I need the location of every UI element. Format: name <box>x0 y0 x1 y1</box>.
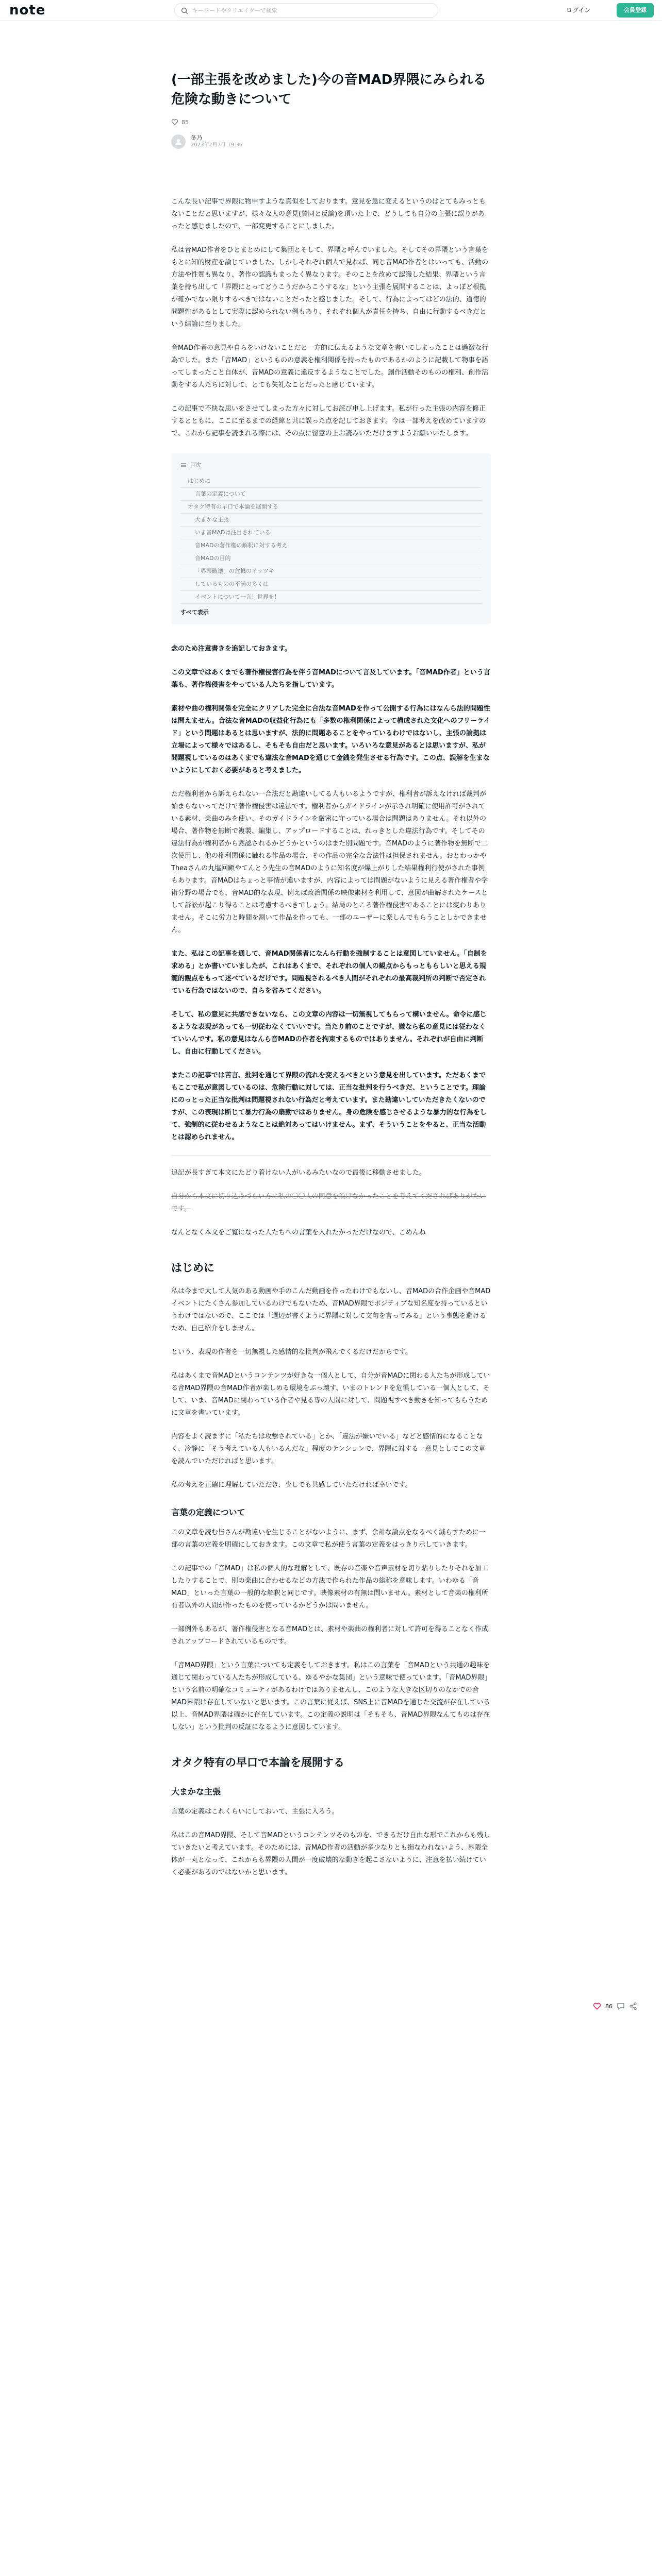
toc-item[interactable]: いま音MADは注目されている <box>180 527 482 539</box>
search-icon <box>181 7 188 14</box>
toc-label: 目次 <box>190 462 201 468</box>
article <box>171 70 491 1890</box>
table-of-contents <box>171 453 491 624</box>
toc-item[interactable]: 音MADの目的 <box>180 552 482 565</box>
body-paragraph: という、表現の作者を一切無視した感情的な批判が飛んでくるだけだからです。 <box>171 1348 412 1356</box>
search-input[interactable] <box>192 5 429 15</box>
body-paragraph: 「音MAD界隈」という言葉についても定義をしておきます。私はこの言葉を「音MADという共通の趣味を通じて関わっている人たちが形成している、ゆるやかな集団」という意味で使っています。「音MAD界隈」という名前の明確なコミュニティがあるわけではありませんし、このような大きな区切りのなかでの音MAD界隈は存在していないと思います。この言葉に従えば、SNS上に音MADを通じた交流が存在している以上、音MAD界隈は確かに存在しています。この定義の説明は「そもそも、音MAD界隈なんてものは存在しない」という批判の反証になるように意図しています。 <box>171 1662 490 1731</box>
body-paragraph: 私の考えを正確に理解していただき、少しでも共感していただければ幸いです。 <box>171 1481 412 1489</box>
heart-icon[interactable] <box>171 118 178 126</box>
body-paragraph: なんとなく本文をご覧になった人たちへの言葉を入れたかっただけなので、ごめんね <box>171 1229 426 1236</box>
search-box[interactable] <box>174 3 438 18</box>
toc-item[interactable]: オタク特有の早口で本論を展開する <box>180 501 482 514</box>
share-icon[interactable] <box>629 2002 637 2010</box>
heart-icon[interactable] <box>593 2002 601 2010</box>
login-link[interactable]: ログイン <box>566 7 591 14</box>
note-logo[interactable]: note <box>9 3 46 18</box>
section-heading-intro: はじめに <box>171 1262 214 1274</box>
body-paragraph: 言葉の定義はこれくらいにしておいて、主張に入ろう。 <box>171 1808 339 1816</box>
toc-item[interactable]: 言葉の定義について <box>180 488 482 501</box>
article-body <box>171 643 491 1879</box>
body-paragraph: ただ権利者から訴えられない一合法だと勘違いしてる人もいるようですが、権利者が訴えなければ裁判が始まらないってだけで著作権侵害は違法です。権利者からガイドラインが示され明確に使用許可がされている素材、楽曲のみを使い、そのガイドラインを厳密に守っている場合は問題はありません。それ以外の場合、著作物を無断で複製、編集し、アップロードすることは、れっきとした違法行為です。そしてその違法行為が権利者から黙認されるかどうかというのはまた別問題です。音MADのように著作物を無断で二次使用し、他の権利関係に触れる作品の場合、その作品の完全な合法性は担保されません。おとわっかやTheaさんの丸塩回顧やてんとう先生の音MADのように知名度が爆上がりした結果権利行使がされた事例もあります。音MADはちょっと事情が違いますが、内容によっては問題がないように見える著作権者や学術分野の場合でも、音MAD的な表現、例えば政治関係の映像素材を利用して、意図が曲解されたケースとして訴訟が起こり得ることは考慮するべきでしょう。結局のところ著作権侵害であることには変わりありません。そこに労力と時間を割いて作品を作っても、一部のユーザーに楽しんでもらうことしかできません。 <box>171 790 488 934</box>
intro-paragraph: 私は音MAD作者をひとまとめにして集団とそして、界隈と呼んでいました。そしてその界隈という言葉をもとに知的財産を論じていました。しかしそれぞれ個人で見れば、同じ音MAD作者とはいっても、活動の方法や性質も異なり、著作の認識もまったく異なります。そのことを改めて認識した結果、界隈という言葉を持ち出して「界隈にとってどうこうだからこうするな」という主張を展開することは、よっぽど根拠が確かでない限りするべきではないことだったと感じました。そして、行為によってはどの法的、道徳的問題性があるとして実際に認められない例もあり、それぞれ個人が責任を持ち、自由に行動するべきだという結論に至りました。 <box>171 246 489 328</box>
intro-paragraph: この記事で不快な思いをさせてしまった方々に対してお詫び申し上げます。私が行った主張の内容を修正するとともに、ここに至るまでの経緯と共に誤った点を記しておきます。今は一部考えを改めていますので、これから記事を読まれる際には、その点に留意の上お読みいただけますようお願いいたします。 <box>171 405 486 437</box>
comment-icon[interactable] <box>617 2002 625 2010</box>
user-icon <box>174 138 183 146</box>
body-paragraph: 私は今まで大して人気のある動画や手のこんだ動画を作ったわけでもないし、音MADの合作企画や音MADイベントにたくさん参加しているわけでもないため、音MAD界隈でポジティブな知名度を持っているというわけではないので、ここでは「週辺が書くように界隈に対して文句を言ってみる」という事態を避けるため、自己紹介をしません。 <box>171 1287 491 1332</box>
author-row <box>171 133 491 150</box>
toc-show-all-button[interactable]: すべて表示 <box>180 609 209 616</box>
likes-row <box>171 116 491 128</box>
body-paragraph: 私はあくまで音MADというコンテンツが好きな一個人として、自分が音MADに関わる人たちが形成している音MAD界隈の音MAD作者が楽しめる環境をぶっ壊す、いまのトレンドを危惧している一個人として、そして、いま、音MADに関わっている作者や見る専の人間に対して、問題視すべき動きを知ってもらうために文章を書いています。 <box>171 1372 490 1417</box>
body-paragraph: 内容をよく読まずに「私たちは攻撃されている」とか、「違法が嫌いでいる」などと感情的になることなく、冷静に「そう考えている人もいるんだな」程度のテンションで、界隈に対する一意見としてこの文章を読んでいただければと思います。 <box>171 1433 486 1465</box>
intro-paragraph: 音MAD作者の意見や自らをいけないことだと一方的に伝えるような文章を書いてしまったことは過激な行為でした。また「音MAD」というものの意義を権利関係を持ったものであるかのように記載して物事を語ってしまったこと自体が、音MADの意義に違反するようなことでした。創作活動そのものの権利、創作活動をする人たちに対して、とても失礼なことだったと感じています。 <box>171 344 489 389</box>
bold-paragraph: そして、私の意見に共感できないなら、この文章の内容は一切無視してもらって構いません。命令に感じるような表現があっても一切従わなくていいです。当たり前のことですが、嫌なら私の意見には従わなくていいんです。私の意見はなんら音MADの作者を拘束するものではありません。それぞれが自由に判断し、自由に行動してください。 <box>171 1011 487 1056</box>
subheading-claims: 大まかな主張 <box>171 1787 221 1797</box>
toc-header <box>180 461 482 470</box>
author-name[interactable]: 冬乃 <box>191 134 202 141</box>
intro-section <box>171 196 491 440</box>
article-title: (一部主張を改めました)今の音MAD界隈にみられる危険な動きについて <box>171 72 487 107</box>
body-paragraph: 追記が長すぎて本文にたどり着けない人がいるみたいなので最後に移動させました。 <box>171 1169 426 1177</box>
bold-paragraph: この文章ではあくまでも著作権侵害行為を伴う音MADについて言及しています。「音MAD作者」という言葉も、著作権侵害をやっている人たちを指しています。 <box>171 669 490 689</box>
bold-paragraph: またこの記事では苦言、批判を通じて界隈の流れを変えるべきという意見を出しています。ただあくまでもここで私が意図しているのは、危険行動に対しては、正当な批判を行うべきだ、ということです。理論にのっとった正当な批判は問題視されない行為だと考えています。また勘違いしていただきたくないのですが、この表現は断じて暴力行為の扇動ではありません。身の危険を感じさせるような暴力的な行為をして、強制的に従わせるようなことは絶対あってはいけません。まず、そういうことをやると、正当な活動とは認められません。 <box>171 1072 487 1141</box>
bold-paragraph: 素材や曲の権利関係を完全にクリアした完全に合法な音MADを作って公開する行為にはなんら法的問題性は問えません。合法な音MADの収益化行為にも「多数の権利関係によって構成された文化へのフリーライド」という問題はあるとは思いますが、法的に問題あることをやっているわけではないし、主張の論拠は立場によって様々ではあるし、そもそも自由だと思います。いろいろな意見があるとは思いますが、私が問題視しているのはあくまでも違法な音MADを通じて金銭を発生させる行為です。この点、誤解を生まないようにしておく必要があると考えました。 <box>171 705 490 774</box>
floating-like-count: 86 <box>605 2003 613 2010</box>
body-paragraph: この記事での「音MAD」は私の個人的な理解として、既存の音楽や音声素材を切り貼りしたりそれを加工したりすることで、別の楽曲に合わせるなどの方法で作られた作品の総称を意味します。いわゆる「音MAD」といった言葉の一般的な解釈と同じです。映像素材の有無は問いません。素材として音楽の権利所有者以外の人間が作ったものを使っているかどうかは問いません。 <box>171 1565 488 1609</box>
toc-item[interactable]: 音MADの著作権の解釈に対する考え <box>180 539 482 552</box>
avatar[interactable] <box>171 134 186 149</box>
toc-item[interactable]: イベントについて一言！世界を！ <box>180 591 482 604</box>
site-header <box>0 0 662 21</box>
subheading-definitions: 言葉の定義について <box>171 1507 245 1517</box>
signup-button[interactable]: 会員登録 <box>617 3 654 18</box>
list-icon <box>180 462 187 468</box>
section-heading-main: オタク特有の早口で本論を展開する <box>171 1756 344 1769</box>
post-date: 2023年2月7日 19:36 <box>191 142 243 148</box>
body-paragraph: 私はこの音MAD界隈、そして音MADというコンテンツそのものを、できるだけ自由な形でこれからも残していきたいと考えています。そのためには、音MAD作者の活動が多少なりとも損なわれないよう、界隈全体が一丸となって、これからも界隈の人間が一度破壊的な動きを起こさないように、注意を払い続けていく必要があるのではないかと思います。 <box>171 1832 490 1876</box>
like-count: 85 <box>181 118 189 126</box>
intro-paragraph: こんな長い記事で界隈に物申すような真似をしております。意見を急に変えるというのはとてもみっともないことだと思いますが、様々な人の意見(賛同と反論)を頂いた上で、どうしても自分の主張に誤りがあったと感じましたので、一部変更することにしました。 <box>171 198 486 230</box>
bold-paragraph: また、私はこの記事を通して、音MAD関係者になんら行動を強制することは意図していません。「自制を求める」とか書いていましたが、これはあくまで、それぞれの個人の観点からもっともらしいと思える規範的観点をもって述べているだけです。問題視されるべき人間がそれぞれの最高裁判所の判断で否定されている行為ではないので、自らを省みてください。 <box>171 950 487 995</box>
toc-item[interactable]: はじめに <box>180 475 482 488</box>
notice-text: 念のため注意書きを追記しておきます。 <box>171 645 291 653</box>
toc-item[interactable]: 大まかな主張 <box>180 514 482 527</box>
struck-paragraph: 自分から本文に切り込みづらい方に私の〇〇人の同意を頂けなかったことを考えてくださればありがたいです。 <box>171 1193 486 1213</box>
floating-actions <box>593 2000 650 2012</box>
body-paragraph: 一部例外もあるが、著作権侵害となる音MADとは、素材や楽曲の権利者に対して許可を得ることなく作成されアップロードされているものです。 <box>171 1625 489 1646</box>
body-paragraph: この文章を読む皆さんが勘違いを生じることがないように、まず、余計な論点をなるべく減らすために一部の言葉の定義を明確にしておきます。この文章で私が使う言葉の定義をはっきり示していきます。 <box>171 1529 486 1549</box>
toc-item[interactable]: しているものの不満の多くは <box>180 578 482 591</box>
divider <box>171 1155 491 1156</box>
toc-item[interactable]: 「界隈破壊」の危機のイッツキ <box>180 565 482 578</box>
